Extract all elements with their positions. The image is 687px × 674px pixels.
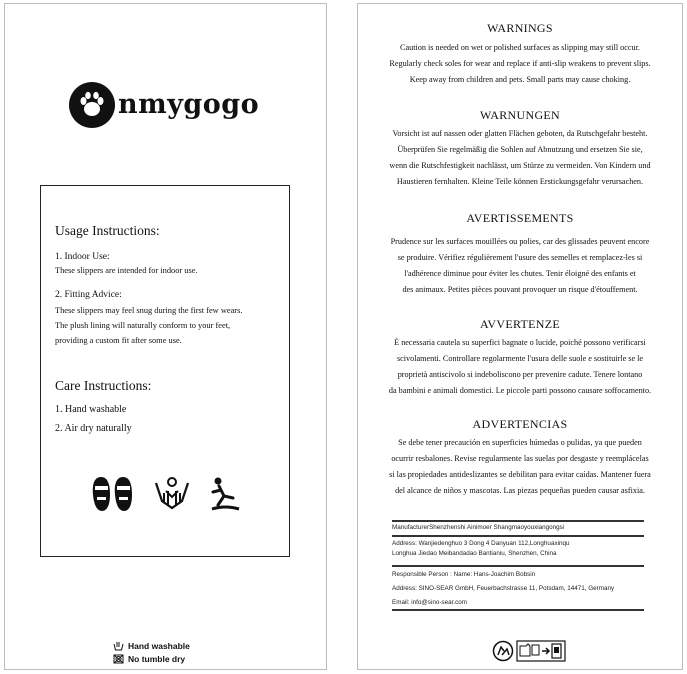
avertissements-body	[358, 234, 682, 298]
no-tumble-dry-icon	[113, 654, 124, 664]
divider-bottom	[392, 609, 644, 611]
avertissements-line: Prudence sur les surfaces mouillées ou polies, car des glissades peuvent encore	[390, 237, 650, 246]
advertencias-body	[358, 435, 682, 499]
care-labels	[113, 639, 190, 665]
avertissements-title: AVERTISSEMENTS	[466, 211, 574, 225]
brand-name: nmygogo	[118, 88, 260, 120]
hand-wash-row	[113, 639, 190, 652]
responsible-person-block	[392, 570, 644, 580]
responsible-person: Responsible Person : Name: Hans-Joachim Bobsin	[392, 571, 536, 578]
hand-wash-icon	[113, 641, 124, 651]
eu-rep-block	[392, 584, 644, 608]
fitting-advice-line-1: These slippers may feel snug during the first few wears.	[55, 306, 243, 315]
indoor-use-title: 1. Indoor Use:	[55, 252, 110, 262]
bottom-icons	[492, 640, 566, 662]
eu-rep-address: Address: SINO-SEAR GmbH, Feuerbachstrasse 11, Potsdam, 14471, Germany	[392, 585, 615, 592]
manufacturer-name: ManufacturerShenzhenshi Ainimoer Shangmaoyouxiangongsi	[392, 524, 565, 531]
hand-wash-label: Hand washable	[128, 640, 190, 651]
avertissements-line: des animaux. Petites pièces pouvant provoquer un risque d'étouffement.	[402, 285, 638, 294]
paw-icon	[69, 82, 115, 128]
brand-logo	[69, 82, 259, 128]
warnungen-line: Überprüfen Sie regelmäßig die Sohlen auf Abnutzung und ersetzen Sie sie,	[397, 145, 643, 154]
care-icons-row	[91, 474, 241, 514]
avvertenze-line: scivolamenti. Controllare regolarmente l'usura delle suole e sostituirle se le	[396, 354, 644, 363]
warnings-line: Regularly check soles for wear and replace if anti-slip weakens to prevent slips.	[389, 59, 651, 68]
advertencias-line: Se debe tener precaución en superficies húmedas o pulidas, ya que pueden	[398, 438, 642, 447]
avertissements-line: se produire. Vérifiez régulièrement l'usure des semelles et remplacez-les si	[397, 253, 643, 262]
warnings-title: WARNINGS	[487, 21, 553, 35]
usage-heading: Usage Instructions:	[55, 223, 160, 238]
no-tumble-label: No tumble dry	[128, 653, 186, 664]
indoor-use-text: These slippers are intended for indoor use.	[55, 266, 198, 275]
divider-3	[392, 565, 644, 567]
hands-care-icon	[153, 475, 191, 513]
left-panel	[4, 3, 327, 670]
advertencias-title: ADVERTENCIAS	[472, 417, 568, 431]
no-tumble-row	[113, 652, 190, 665]
manufacturer-address-line-1: Address: Wanjiedenghuo 3 Dong 4 Danyuan 112,Longhuaxinqu	[392, 540, 570, 547]
advertencias-line: si las propiedades antideslizantes se debilitan para evitar caídas. Mantener fuera	[389, 470, 651, 479]
care-heading: Care Instructions:	[55, 378, 152, 393]
warnungen-body	[358, 126, 682, 190]
care-item-1: 1. Hand washable	[55, 404, 127, 415]
sorting-info-icon	[516, 640, 566, 662]
avvertenze-line: È necessaria cautela su superfici bagnate o lucide, poiché possono verificarsi	[394, 338, 646, 347]
avvertenze-body	[358, 335, 682, 399]
fitting-advice-title: 2. Fitting Advice:	[55, 290, 122, 300]
right-panel	[357, 3, 683, 670]
warnungen-title: WARNUNGEN	[479, 108, 561, 122]
warnings-line: Keep away from children and pets. Small parts may cause choking.	[409, 75, 631, 84]
fitting-advice-line-3: providing a custom fit after some use.	[55, 336, 182, 345]
slippers-icon	[91, 475, 135, 513]
advertencias-line: del alcance de niños y mascotas. Las piezas pequeñas pueden causar asfixia.	[395, 486, 645, 495]
recycle-triman-icon	[492, 640, 514, 662]
divider-2	[392, 535, 644, 537]
warnungen-line: Haustieren fernhalten. Kleine Teile können Erstickungsgefahr verursachen.	[396, 177, 644, 186]
avvertenze-title: AVVERTENZE	[479, 317, 561, 331]
avvertenze-line: da bambini e animali domestici. Le piccole parti possono causare soffocamento.	[388, 386, 652, 395]
manufacturer-address-line-2: Longhua Jiedao Meibandadao Bantianiu, Shenzhen, China	[392, 550, 557, 557]
manufacturer-block	[392, 523, 644, 533]
manufacturer-address	[392, 539, 644, 559]
warnungen-line: Vorsicht ist auf nassen oder glatten Flächen geboten, da Rutschgefahr besteht.	[392, 129, 648, 138]
care-item-2: 2. Air dry naturally	[55, 423, 132, 434]
avertissements-line: l'adhérence diminue pour éviter les chutes. Tenir éloigné des enfants et	[404, 269, 636, 278]
avvertenze-line: proprietà antiscivolo si indeboliscono per prevenire cadute. Tenere lontano	[397, 370, 643, 379]
slipping-person-icon	[209, 476, 241, 512]
divider-top	[392, 520, 644, 522]
warnings-body	[358, 40, 682, 88]
warnings-line: Caution is needed on wet or polished surfaces as slipping may still occur.	[400, 43, 640, 52]
usage-instructions-box	[40, 185, 290, 557]
warnungen-line: wenn die Rutschfestigkeit nachlässt, um Stürze zu vermeiden. Von Kindern und	[389, 161, 651, 170]
advertencias-line: ocurrir resbalones. Revise regularmente las suelas por desgaste y reemplácelas	[391, 454, 649, 463]
fitting-advice-line-2: The plush lining will naturally conform to your feet,	[55, 321, 231, 330]
eu-rep-email: Email: info@sino-sear.com	[392, 599, 467, 606]
